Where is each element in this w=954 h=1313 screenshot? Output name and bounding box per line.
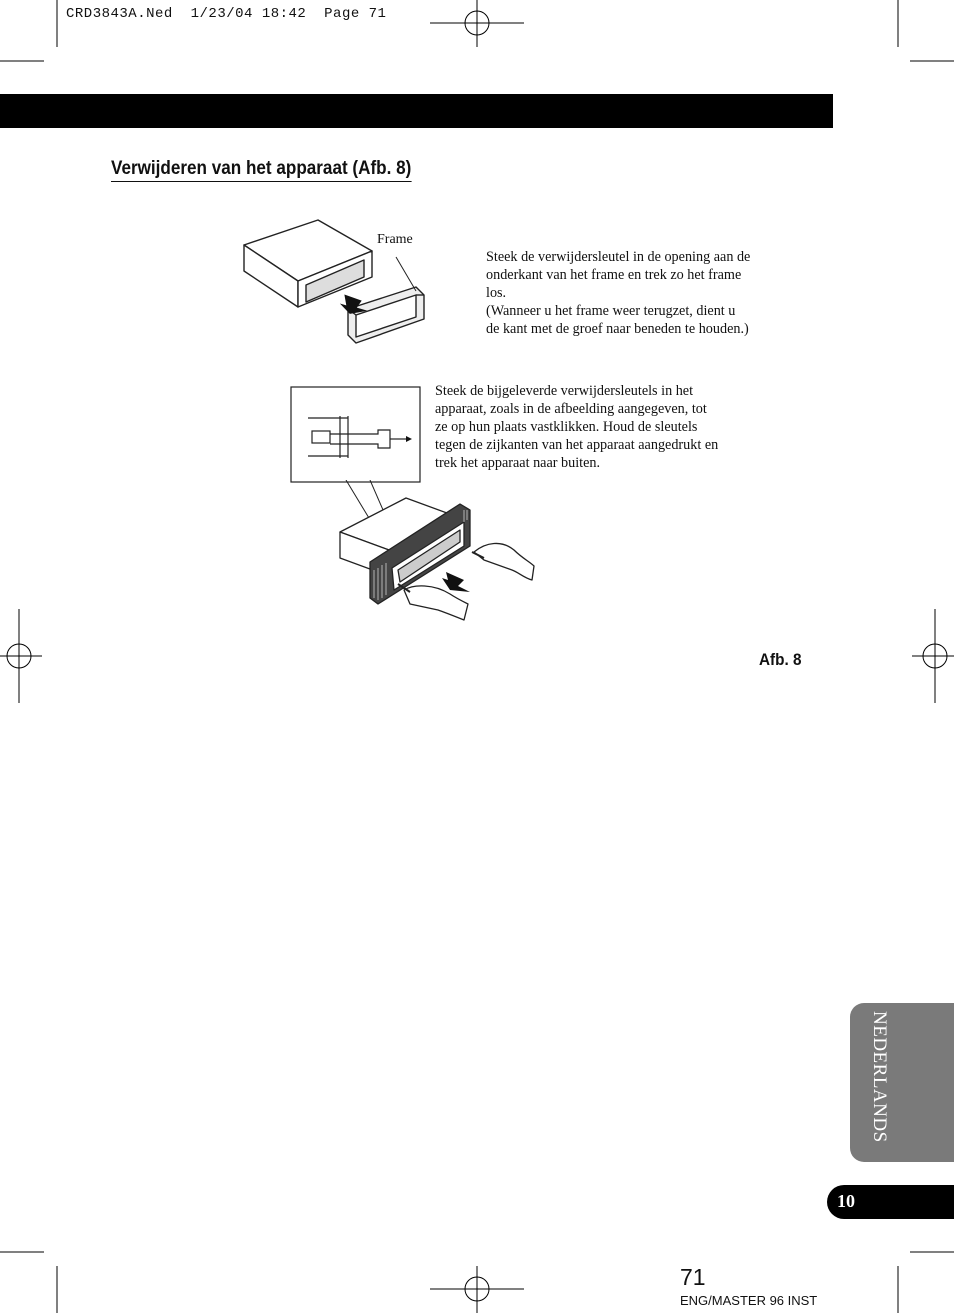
language-tab	[850, 1003, 954, 1162]
unit-removal-illustration	[334, 480, 538, 625]
section-title: Verwijderen van het apparaat (Afb. 8)	[111, 158, 411, 182]
section-number: 10	[837, 1191, 855, 1211]
page-number: 71	[680, 1264, 706, 1290]
registration-target-bottom	[430, 1266, 524, 1313]
removal-key-inset	[290, 386, 422, 484]
footer-text: ENG/MASTER 96 INST	[680, 1293, 818, 1308]
instruction-step-1: Steek de verwijdersleutel in de opening aan de onderkant van het frame en trek zo het frame los. (Wanneer u het frame weer terugzet, dient u de kant met de groef naar beneden te houden.)	[486, 249, 751, 337]
header-bar	[0, 94, 833, 128]
section-number-tab	[827, 1185, 954, 1219]
registration-target-right	[912, 609, 954, 703]
print-slug: CRD3843A.Ned 1/23/04 18:42 Page 71	[66, 6, 387, 22]
registration-target-top	[430, 0, 524, 47]
language-tab-label: NEDERLANDS	[869, 1011, 890, 1143]
frame-label: Frame	[377, 232, 413, 247]
figure-label: Afb. 8	[759, 650, 802, 669]
registration-target-left	[0, 609, 42, 703]
arrow-icon	[442, 572, 470, 592]
instruction-step-2: Steek de bijgeleverde verwijdersleutels in het apparaat, zoals in de afbeelding aangegeven, tot ze op hun plaats vastklikken. Houd de sleutels tegen de zijkanten van het apparaat aangedrukt en trek het apparaat naar buiten.	[435, 383, 719, 471]
